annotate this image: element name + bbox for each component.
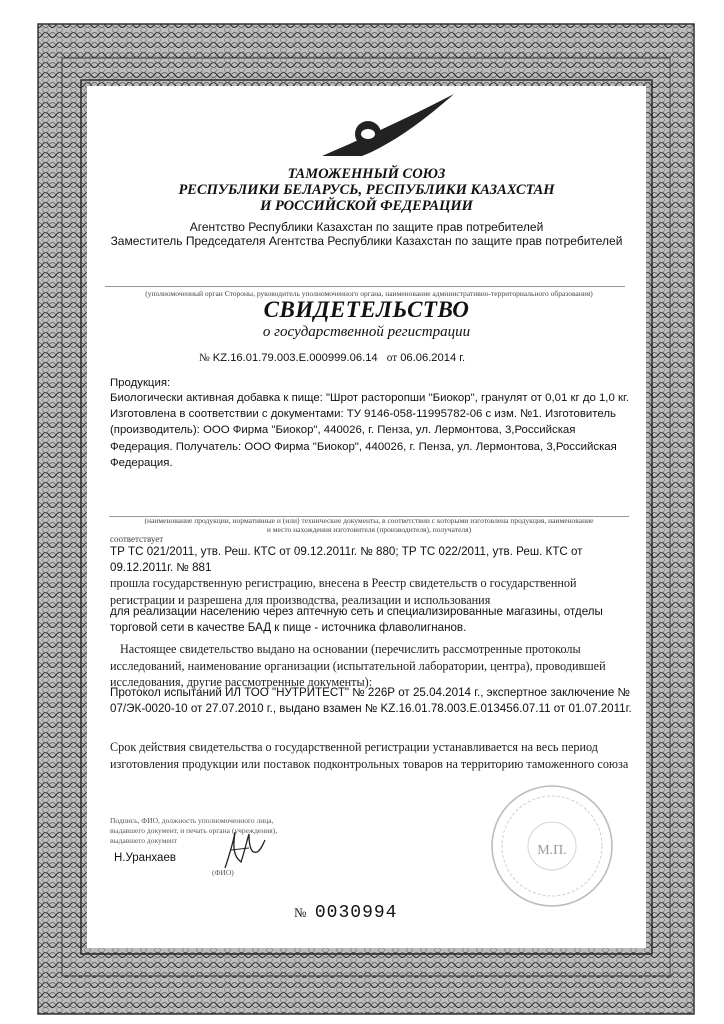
issuer-caption: (уполномоченный орган Стороны, руководитель уполномоченного органа, наименование административно-территориального образования) [145,289,593,298]
conformity-text: ТР ТС 021/2011, утв. Реш. КТС от 09.12.2011г. № 880; ТР ТС 022/2011, утв. Реш. КТС от 09.12.2011г. № 881 [110,545,583,574]
product-caption-1: (наименование продукции, нормативные и (или) технические документы, в соответствии с которыми изготовлена продукция, наименование [144,516,594,525]
validity-text: Срок действия свидетельства о государственной регистрации устанавливается на весь период изготовления продукции или поставок подконтрольных товаров на территорию таможенного союза [110,740,629,771]
header-line-1: ТАМОЖЕННЫЙ СОЮЗ [287,166,446,182]
registration-number: KZ.16.01.79.003.E.000999.06.14 [212,352,378,364]
product-text: Биологически активная добавка к пище: "Шрот расторопши "Биокор", гранулят от 0,01 кг до 1,0 кг. Изготовлена в соответствии с документами: ТУ 9146-058-11995782-06 с изм. №1. Изготовитель (производитель): ООО Фирма "Биокор", 440026, г. Пенза, ул. Лермонтова, 3,Российская Федерация. Получатель: ООО Фирма "Биокор", 440026, г. Пенза, ул. Лермонтова, 3,Российская Федерация. [110,392,629,469]
official-stamp [487,781,617,911]
registration-date-prefix: от [386,352,398,364]
issuer-deputy: Заместитель Председателя Агентства Республики Казахстан по защите прав потребителей [110,234,623,248]
customs-union-emblem-icon [314,90,464,164]
certificate-title: СВИДЕТЕЛЬСТВО [263,297,470,322]
handwritten-signature [219,828,271,872]
header-line-3: И РОССИЙСКОЙ ФЕДЕРАЦИИ [260,198,473,214]
signature-caption-4: (ФИО) [212,868,234,877]
basis-printed: Настоящее свидетельство выдано на основании (перечислить рассмотренные протоколы исследований, наименование организации (испытательной лаборатории, центра), проводившей исследования, другие рассмотренные документы): [110,642,606,689]
signatory-name: Н.Уранхаев [114,852,176,864]
registration-date: 06.06.2014 г. [400,352,466,364]
stamp-label: М.П. [537,843,567,858]
permission-printed: прошла государственную регистрацию, внесена в Реестр свидетельств о государственной регистрации и разрешена для производства, реализации и использования [110,576,577,607]
conformity-label: соответствует [110,534,164,544]
issuer-agency: Агентство Республики Казахстан по защите прав потребителей [189,220,544,234]
certificate-sheet [87,86,646,948]
issuer-rule [105,286,625,287]
certificate-subtitle: о государственной регистрации [262,324,471,340]
registration-number-prefix: № [199,352,210,364]
serial-number-prefix: № [294,905,307,920]
serial-number-line [294,903,397,923]
signature-caption-2: выдавшего документ, и печать органа (учреждения), [110,826,278,835]
signature-caption-3: выдавшего документ [110,836,178,845]
signature-caption-1: Подпись, ФИО, должность уполномоченного лица, [110,816,274,825]
registration-line [199,352,465,364]
basis-text: Протокол испытаний ИЛ ТОО "НУТРИТЕСТ" № 226Р от 25.04.2014 г., экспертное заключение № 07/ЭК-0020-10 от 27.07.2010 г., выдано взамен № KZ.16.01.78.003.E.013456.07.11 от 01.07.2011г. [110,686,632,715]
serial-number: 0030994 [314,903,398,923]
header-line-2: РЕСПУБЛИКИ БЕЛАРУСЬ, РЕСПУБЛИКИ КАЗАХСТАН [178,182,555,198]
product-label: Продукция: [110,377,171,389]
product-caption-2: и место нахождения изготовителя (производителя), получателя) [266,525,472,534]
permission-text: для реализации населению через аптечную сеть и специализированные магазины, отделы торговой сети в качестве БАД к пище - источника флаволигнанов. [110,605,603,634]
